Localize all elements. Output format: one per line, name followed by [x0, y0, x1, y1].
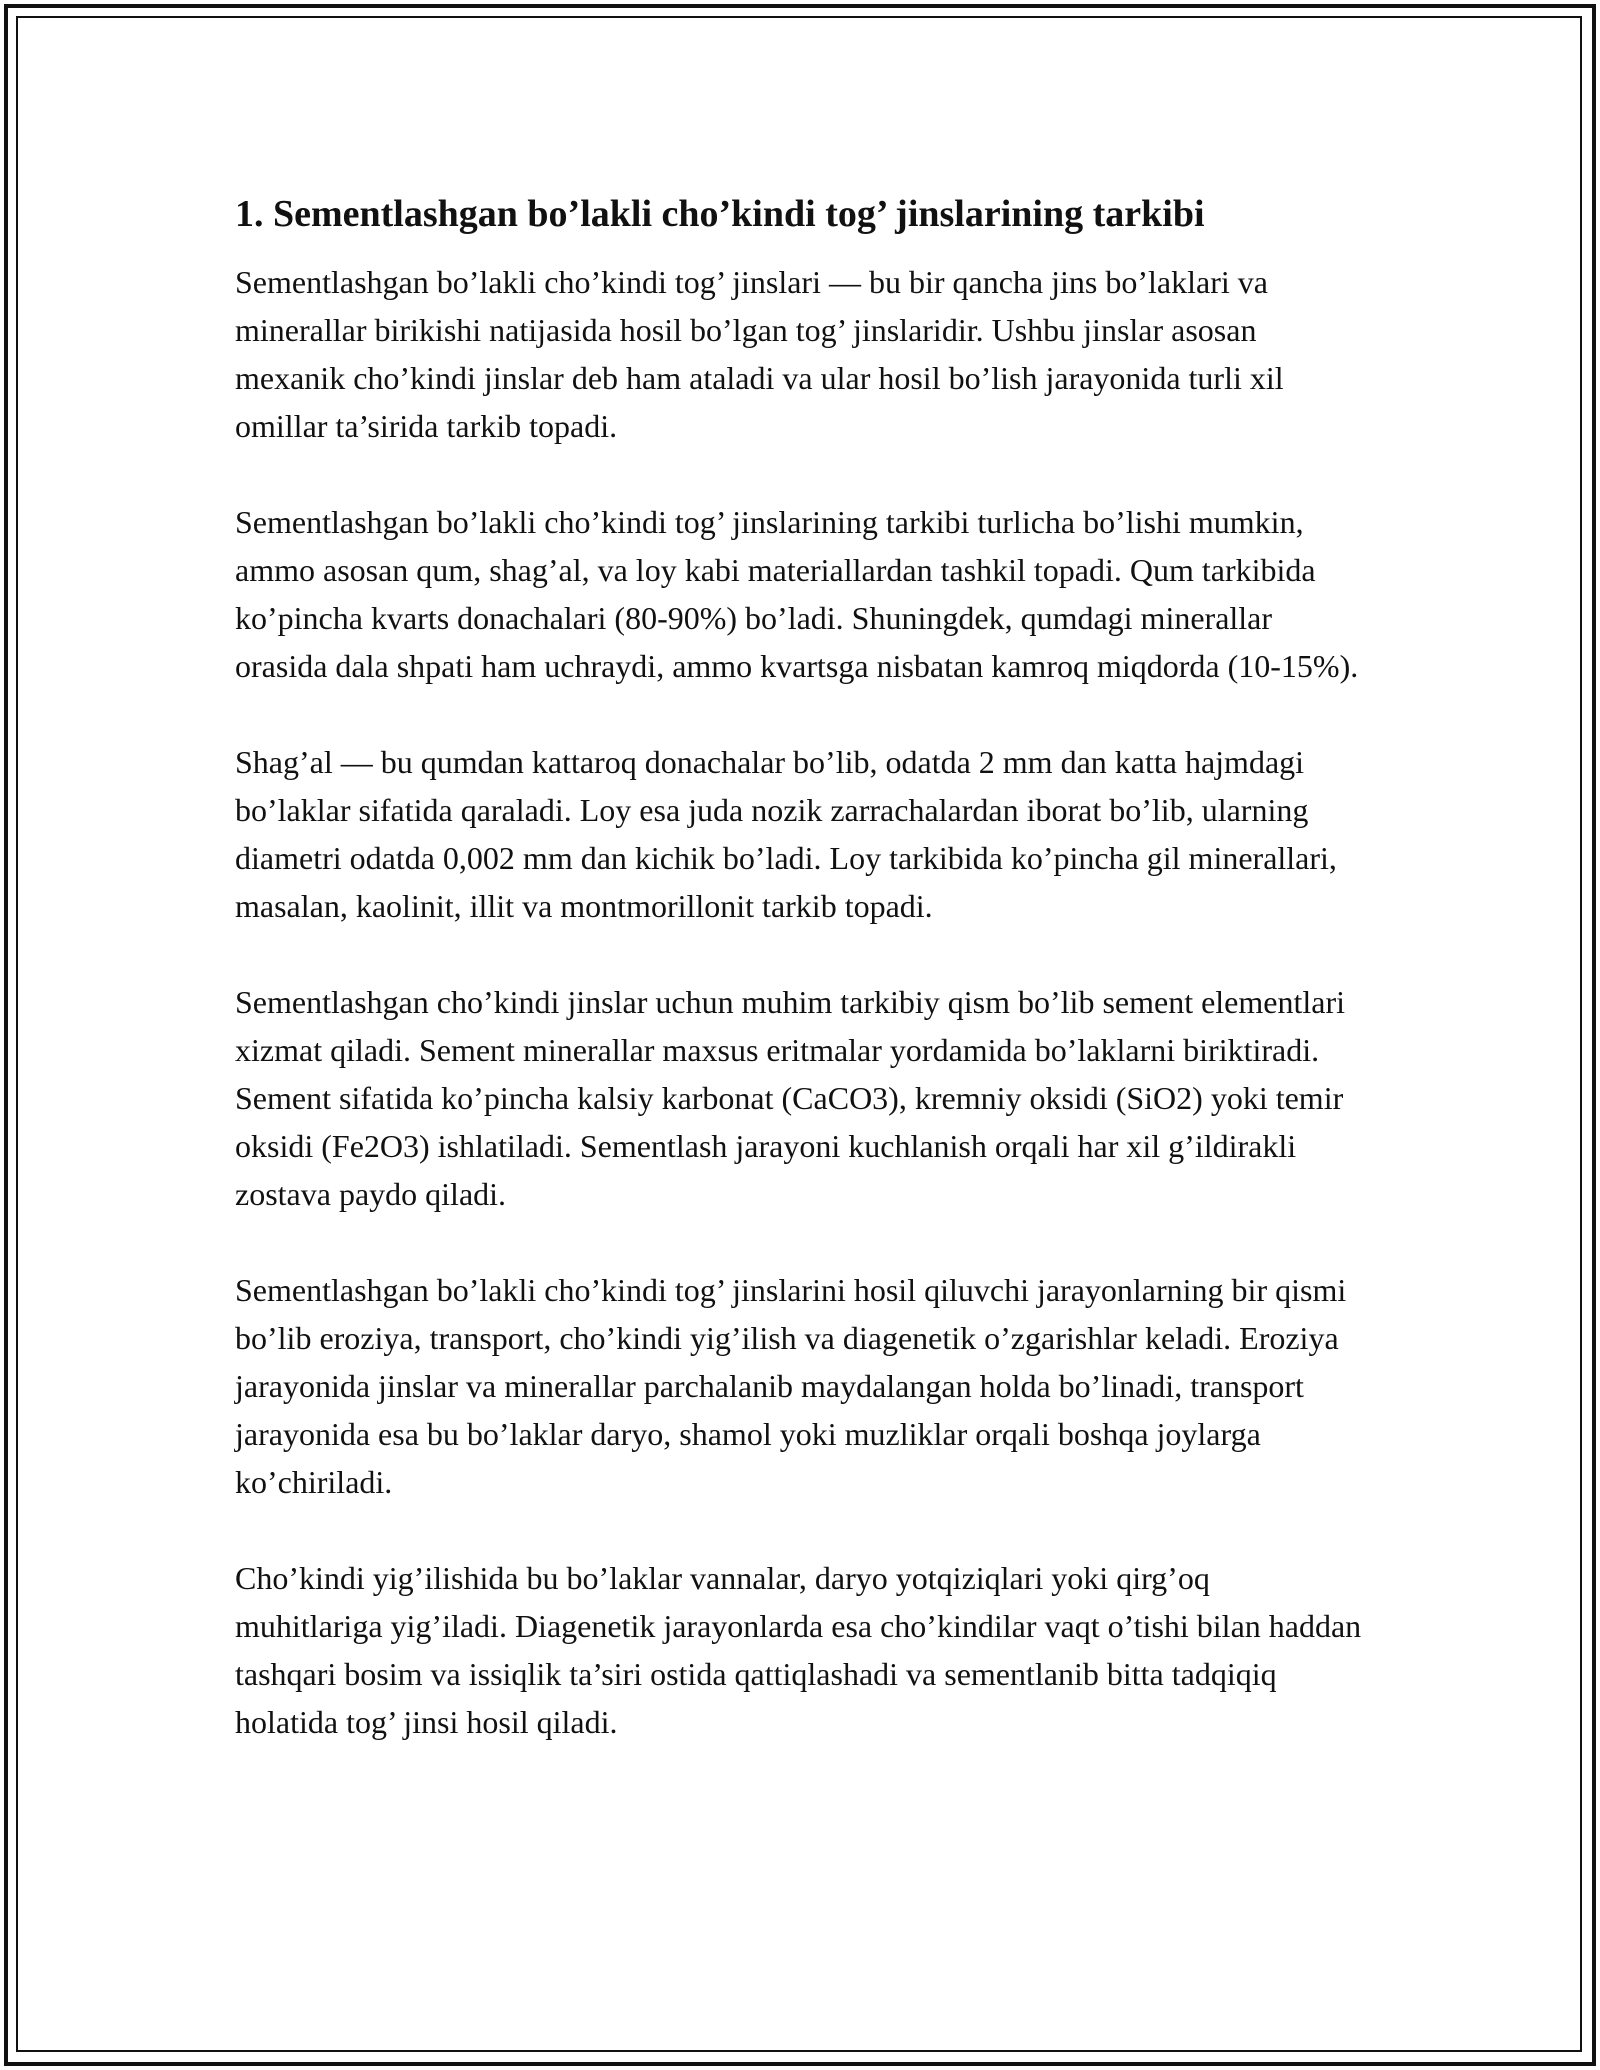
paragraph: Sementlashgan cho’kindi jinslar uchun muhim tarkibiy qism bo’lib sement elementlari xizmat qiladi. Sement minerallar maxsus eritmalar yordamida bo’laklarni biriktiradi. Sement sifatida ko’pincha kalsiy karbonat (CaCO3), kremniy oksidi (SiO2) yoki temir oksidi (Fe2O3) ishlatiladi. Sementlash jarayoni kuchlanish orqali har xil g’ildirakli zostava paydo qiladi. [235, 984, 1345, 1212]
section-title: 1. Sementlashgan bo’lakli cho’kindi tog’ jinslarining tarkibi [235, 193, 1205, 235]
paragraph: Cho’kindi yig’ilishida bu bo’laklar vannalar, daryo yotqiziqlari yoki qirg’oq muhitlariga yig’iladi. Diagenetik jarayonlarda esa cho’kindilar vaqt o’tishi bilan haddan tashqari bosim va issiqlik ta’siri ostida qattiqlashadi va sementlanib bitta tadqiqiq holatida tog’ jinsi hosil qiladi. [235, 1560, 1362, 1740]
paragraph: Sementlashgan bo’lakli cho’kindi tog’ jinslarini hosil qiluvchi jarayonlarning bir qismi bo’lib eroziya, transport, cho’kindi yig’ilish va diagenetik o’zgarishlar keladi. Eroziya jarayonida jinslar va minerallar parchalanib maydalangan holda bo’linadi, transport jarayonida esa bu bo’laklar daryo, shamol yoki muzliklar orqali boshqa joylarga ko’chiriladi. [235, 1272, 1347, 1500]
paragraph: Sementlashgan bo’lakli cho’kindi tog’ jinslari — bu bir qancha jins bo’laklari va minerallar birikishi natijasida hosil bo’lgan tog’ jinslaridir. Ushbu jinslar asosan mexanik cho’kindi jinslar deb ham ataladi va ular hosil bo’lish jarayonida turli xil omillar ta’sirida tarkib topadi. [235, 264, 1284, 444]
paragraph: Sementlashgan bo’lakli cho’kindi tog’ jinslarining tarkibi turlicha bo’lishi mumkin, ammo asosan qum, shag’al, va loy kabi materiallardan tashkil topadi. Qum tarkibida ko’pincha kvarts donachalari (80-90%) bo’ladi. Shuningdek, qumdagi minerallar orasida dala shpati ham uchraydi, ammo kvartsga nisbatan kamroq miqdorda (10-15%). [235, 504, 1359, 684]
document-body [235, 188, 1365, 1794]
paragraph: Shag’al — bu qumdan kattaroq donachalar bo’lib, odatda 2 mm dan katta hajmdagi bo’laklar sifatida qaraladi. Loy esa juda nozik zarrachalardan iborat bo’lib, ularning diametri odatda 0,002 mm dan kichik bo’ladi. Loy tarkibida ko’pincha gil minerallari, masalan, kaolinit, illit va montmorillonit tarkib topadi. [235, 744, 1337, 924]
